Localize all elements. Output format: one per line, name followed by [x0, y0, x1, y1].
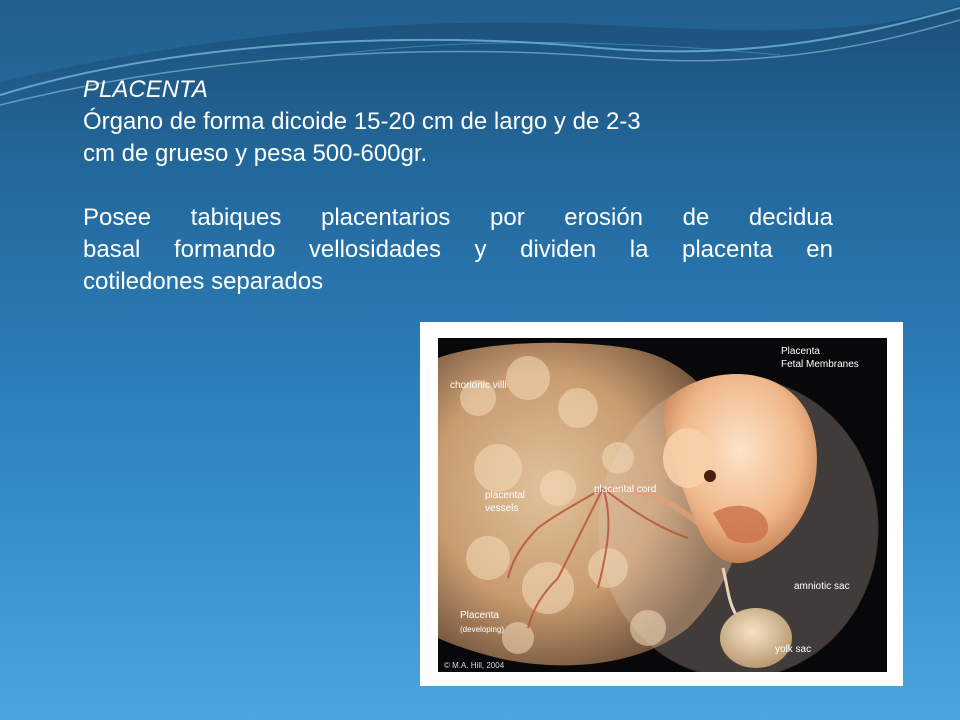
label-placental-cord: placental cord: [594, 484, 657, 495]
slide-text: [83, 74, 833, 298]
body-line-4: basal formando vellosidades y dividen la placenta en: [83, 236, 833, 263]
label-placenta-top: Placenta: [781, 346, 820, 357]
label-placenta-developing: Placenta: [460, 610, 499, 621]
label-fetal-membranes: Fetal Membranes: [781, 359, 859, 370]
label-placental: placental: [485, 490, 526, 501]
label-chorionic-villi: chorionic villi: [450, 380, 507, 391]
slide-title: PLACENTA: [83, 76, 208, 103]
body-line-5: cotiledones separados: [83, 268, 324, 295]
body-line-3: Posee tabiques placentarios por erosión de decidua: [83, 204, 833, 231]
body-line-2: cm de grueso y pesa 500-600gr.: [83, 140, 428, 167]
embryo-photo: [438, 338, 887, 672]
label-developing: (developing): [460, 625, 505, 634]
label-amniotic-sac: amniotic sac: [794, 581, 850, 592]
body-line-1: Órgano de forma dicoide 15-20 cm de largo y de 2-3: [83, 108, 641, 135]
paragraph-gap: [83, 170, 833, 202]
label-vessels: vessels: [485, 503, 519, 514]
copyright-text: © M.A. Hill, 2004: [444, 661, 505, 670]
label-yolk-sac: yolk sac: [775, 644, 812, 655]
embryo-photo-frame: [420, 322, 903, 686]
